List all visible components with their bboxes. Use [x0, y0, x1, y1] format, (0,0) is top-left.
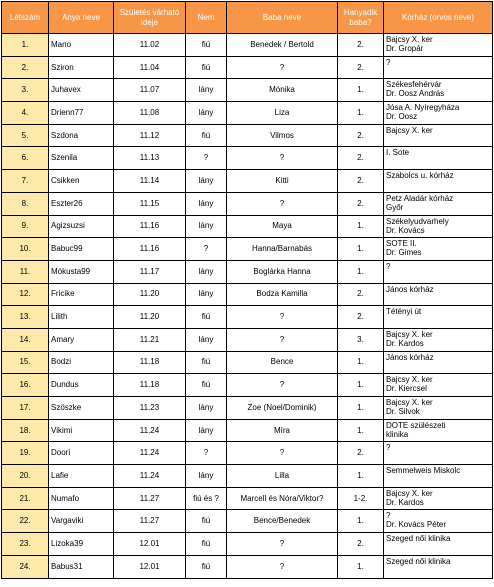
hospital-line: Semmelweis Miskolc: [386, 466, 461, 476]
cell-hospital[interactable]: [384, 465, 493, 488]
cell-baby[interactable]: Zoe (Noel/Dominik): [227, 397, 338, 420]
cell-hospital[interactable]: [384, 238, 493, 261]
cell-hospital[interactable]: [384, 192, 493, 215]
cell-date[interactable]: 11.24: [114, 419, 186, 442]
cell-order[interactable]: 2.: [338, 170, 384, 193]
cell-baby[interactable]: Liza: [227, 102, 338, 125]
hospital-line: Dr. Kardos: [386, 338, 424, 348]
cell-date[interactable]: 12.01: [114, 533, 186, 556]
cell-mother[interactable]: Sziron: [49, 56, 114, 79]
hospital-line: Székelyudvarhely: [386, 216, 449, 226]
cell-order[interactable]: 2.: [338, 147, 384, 170]
cell-num[interactable]: 16.: [2, 374, 49, 397]
cell-gender[interactable]: lány: [186, 328, 227, 351]
hospital-line: klinika: [386, 429, 409, 439]
cell-num[interactable]: 15.: [2, 351, 49, 374]
cell-gender[interactable]: fiú: [186, 34, 227, 57]
cell-gender[interactable]: fiú: [186, 374, 227, 397]
cell-hospital[interactable]: [384, 170, 493, 193]
cell-order[interactable]: 2.: [338, 533, 384, 556]
cell-date[interactable]: 11.18: [114, 374, 186, 397]
cell-baby[interactable]: ?: [227, 147, 338, 170]
cell-date[interactable]: 11.27: [114, 487, 186, 510]
cell-hospital[interactable]: [384, 79, 493, 102]
hospital-line: Szeged női klinika: [386, 534, 451, 544]
cell-hospital[interactable]: [384, 419, 493, 442]
hospital-line: Jósa A. Nyíregyháza: [386, 103, 460, 113]
cell-hospital[interactable]: [384, 306, 493, 329]
cell-num[interactable]: 17.: [2, 397, 49, 420]
cell-baby[interactable]: Bence/Benedek: [227, 510, 338, 533]
cell-date[interactable]: 11.20: [114, 283, 186, 306]
cell-baby[interactable]: Bence: [227, 351, 338, 374]
cell-hospital[interactable]: [384, 34, 493, 57]
cell-hospital[interactable]: [384, 328, 493, 351]
cell-gender[interactable]: fiú: [186, 124, 227, 147]
table-row: [2, 238, 493, 261]
cell-gender[interactable]: lány: [186, 79, 227, 102]
table-row: [2, 533, 493, 556]
cell-date[interactable]: 11.17: [114, 260, 186, 283]
cell-baby[interactable]: Benedek / Bertold: [227, 34, 338, 57]
cell-mother[interactable]: Vargaviki: [49, 510, 114, 533]
hospital-line: Dr. Oosz András: [386, 89, 445, 99]
hospital-line: Szeged női klinika: [386, 556, 451, 566]
cell-date[interactable]: 11.27: [114, 510, 186, 533]
hospital-line: ?: [386, 511, 391, 521]
cell-num[interactable]: 6.: [2, 147, 49, 170]
cell-baby[interactable]: ?: [227, 374, 338, 397]
cell-mother[interactable]: Mókusta99: [49, 260, 114, 283]
hospital-line: Dr. Kovács Péter: [386, 520, 447, 530]
hospital-line: ?: [386, 57, 391, 67]
cell-mother[interactable]: Lilith: [49, 306, 114, 329]
cell-num[interactable]: 12.: [2, 283, 49, 306]
cell-baby[interactable]: ?: [227, 442, 338, 465]
cell-date[interactable]: 11.23: [114, 397, 186, 420]
cell-gender[interactable]: lány: [186, 465, 227, 488]
table-row: [2, 465, 493, 488]
cell-gender[interactable]: lány: [186, 192, 227, 215]
hospital-line: János kórház: [386, 284, 434, 294]
table-row: [2, 374, 493, 397]
cell-num[interactable]: 18.: [2, 419, 49, 442]
cell-baby[interactable]: Hanna/Barnabás: [227, 238, 338, 261]
cell-order[interactable]: 1.: [338, 397, 384, 420]
cell-order[interactable]: 1.: [338, 260, 384, 283]
table-row: [2, 79, 493, 102]
cell-gender[interactable]: fiú: [186, 56, 227, 79]
cell-hospital[interactable]: [384, 56, 493, 79]
cell-date[interactable]: 11.12: [114, 124, 186, 147]
cell-order[interactable]: 2.: [338, 283, 384, 306]
cell-date[interactable]: 11.13: [114, 147, 186, 170]
hospital-line: Szabolcs u. kórház: [386, 171, 454, 181]
cell-hospital[interactable]: [384, 397, 493, 420]
cell-mother[interactable]: Agizsuzsi: [49, 215, 114, 238]
cell-num[interactable]: 1.: [2, 34, 49, 57]
cell-mother[interactable]: Dundus: [49, 374, 114, 397]
cell-date[interactable]: 11.04: [114, 56, 186, 79]
hospital-line: Székesfehérvár: [386, 80, 442, 90]
cell-mother[interactable]: Doori: [49, 442, 114, 465]
cell-order[interactable]: 1.: [338, 419, 384, 442]
table-row: [2, 419, 493, 442]
header-baby[interactable]: Baba neve: [227, 2, 338, 34]
cell-baby[interactable]: Kitti: [227, 170, 338, 193]
table-row: [2, 34, 493, 57]
cell-num[interactable]: 9.: [2, 215, 49, 238]
cell-baby[interactable]: Míra: [227, 419, 338, 442]
cell-mother[interactable]: Babus31: [49, 555, 114, 578]
cell-num[interactable]: 3.: [2, 79, 49, 102]
cell-gender[interactable]: fiú és ?: [186, 487, 227, 510]
cell-mother[interactable]: Lafie: [49, 465, 114, 488]
cell-gender[interactable]: fiú: [186, 555, 227, 578]
hospital-line: Bajcsy X. ker: [386, 375, 433, 385]
cell-num[interactable]: 4.: [2, 102, 49, 125]
cell-date[interactable]: 11.24: [114, 465, 186, 488]
hospital-line: Dr. Kiercsel: [386, 384, 427, 394]
cell-baby[interactable]: Maya: [227, 215, 338, 238]
cell-mother[interactable]: Szenila: [49, 147, 114, 170]
hospital-line: Bajcsy X. ker: [386, 488, 433, 498]
cell-gender[interactable]: ?: [186, 238, 227, 261]
cell-order[interactable]: 1.: [338, 510, 384, 533]
cell-mother[interactable]: Mano: [49, 34, 114, 57]
cell-mother[interactable]: Vikimi: [49, 419, 114, 442]
hospital-line: Bajcsy X. ker: [386, 35, 433, 44]
cell-gender[interactable]: lány: [186, 260, 227, 283]
hospital-line: Dr. Kardos: [386, 497, 424, 507]
cell-mother[interactable]: Szöszke: [49, 397, 114, 420]
cell-order[interactable]: 1.: [338, 555, 384, 578]
table-row: [2, 215, 493, 238]
hospital-line: Dr. Kovács: [386, 225, 425, 235]
cell-date[interactable]: 11.16: [114, 215, 186, 238]
cell-baby[interactable]: Bodza Kamilla: [227, 283, 338, 306]
cell-hospital[interactable]: [384, 124, 493, 147]
header-date[interactable]: Születés várható ideje: [114, 2, 186, 34]
cell-hospital[interactable]: [384, 215, 493, 238]
cell-date[interactable]: 11.18: [114, 351, 186, 374]
table-row: [2, 170, 493, 193]
header-order[interactable]: Hanyadik baba?: [338, 2, 384, 34]
hospital-line: Petz Aladár kórház: [386, 193, 454, 203]
header-gender[interactable]: Nem: [186, 2, 227, 34]
hospital-line: János kórház: [386, 352, 434, 362]
cell-mother[interactable]: Csikken: [49, 170, 114, 193]
cell-gender[interactable]: fiú: [186, 510, 227, 533]
cell-num[interactable]: 8.: [2, 192, 49, 215]
cell-mother[interactable]: Drienn77: [49, 102, 114, 125]
table-row: [2, 328, 493, 351]
cell-gender[interactable]: lány: [186, 397, 227, 420]
table-row: [2, 487, 493, 510]
cell-hospital[interactable]: [384, 260, 493, 283]
cell-baby[interactable]: ?: [227, 533, 338, 556]
cell-date[interactable]: 12.01: [114, 555, 186, 578]
cell-date[interactable]: 11.24: [114, 442, 186, 465]
cell-mother[interactable]: Numafo: [49, 487, 114, 510]
cell-num[interactable]: 14.: [2, 328, 49, 351]
cell-date[interactable]: 11.16: [114, 238, 186, 261]
cell-mother[interactable]: Lizoka39: [49, 533, 114, 556]
table-row: [2, 192, 493, 215]
cell-num[interactable]: 10.: [2, 238, 49, 261]
hospital-line: I. Sote: [386, 148, 410, 158]
cell-num[interactable]: 7.: [2, 170, 49, 193]
hospital-line: Bajcsy X. ker: [386, 125, 433, 135]
hospital-line: DOTE szülészeti: [386, 420, 446, 430]
table-row: [2, 351, 493, 374]
cell-date[interactable]: 11.08: [114, 102, 186, 125]
cell-gender[interactable]: fiú: [186, 533, 227, 556]
cell-hospital[interactable]: [384, 555, 493, 578]
table-row: [2, 102, 493, 125]
table-row: [2, 397, 493, 420]
cell-order[interactable]: 1.: [338, 351, 384, 374]
hospital-line: Dr. Silvok: [386, 407, 420, 416]
cell-baby[interactable]: Vilmos: [227, 124, 338, 147]
hospital-line: ?: [386, 443, 391, 453]
cell-order[interactable]: 1-2.: [338, 487, 384, 510]
cell-mother[interactable]: Babuc99: [49, 238, 114, 261]
hospital-line: ?: [386, 261, 391, 271]
cell-num[interactable]: 22.: [2, 510, 49, 533]
cell-num[interactable]: 11.: [2, 260, 49, 283]
hospital-line: Bajcsy X. ker: [386, 398, 433, 407]
cell-order[interactable]: 3.: [338, 328, 384, 351]
table-row: [2, 260, 493, 283]
cell-order[interactable]: 2.: [338, 34, 384, 57]
cell-order[interactable]: 1.: [338, 465, 384, 488]
table-row: [2, 510, 493, 533]
cell-gender[interactable]: fiú: [186, 351, 227, 374]
cell-hospital[interactable]: [384, 510, 493, 533]
hospital-line: Dr. Oosz: [386, 112, 418, 122]
hospital-line: Dr. Gimes: [386, 248, 422, 258]
cell-hospital[interactable]: [384, 102, 493, 125]
cell-mother[interactable]: Bodzi: [49, 351, 114, 374]
table-row: [2, 147, 493, 170]
cell-num[interactable]: 24.: [2, 555, 49, 578]
cell-gender[interactable]: ?: [186, 147, 227, 170]
hospital-line: Dr. Gropár: [386, 44, 424, 53]
cell-mother[interactable]: Fricike: [49, 283, 114, 306]
cell-baby[interactable]: Mónika: [227, 79, 338, 102]
table-row: [2, 306, 493, 329]
cell-date[interactable]: 11.14: [114, 170, 186, 193]
cell-gender[interactable]: lány: [186, 283, 227, 306]
cell-num[interactable]: 21.: [2, 487, 49, 510]
cell-mother[interactable]: Szdona: [49, 124, 114, 147]
cell-order[interactable]: 2.: [338, 192, 384, 215]
cell-gender[interactable]: fiú: [186, 306, 227, 329]
table-row: [2, 442, 493, 465]
cell-baby[interactable]: ?: [227, 192, 338, 215]
cell-hospital[interactable]: [384, 442, 493, 465]
cell-num[interactable]: 2.: [2, 56, 49, 79]
cell-num[interactable]: 5.: [2, 124, 49, 147]
cell-hospital[interactable]: [384, 533, 493, 556]
cell-hospital[interactable]: [384, 374, 493, 397]
cell-baby[interactable]: ?: [227, 56, 338, 79]
cell-order[interactable]: 1.: [338, 215, 384, 238]
cell-num[interactable]: 20.: [2, 465, 49, 488]
table-row: [2, 283, 493, 306]
cell-order[interactable]: 1.: [338, 374, 384, 397]
cell-order[interactable]: 1.: [338, 102, 384, 125]
cell-num[interactable]: 13.: [2, 306, 49, 329]
table-row: [2, 56, 493, 79]
cell-hospital[interactable]: [384, 351, 493, 374]
cell-hospital[interactable]: [384, 283, 493, 306]
cell-order[interactable]: 1.: [338, 79, 384, 102]
cell-mother[interactable]: Eszter26: [49, 192, 114, 215]
cell-order[interactable]: 1.: [338, 238, 384, 261]
cell-baby[interactable]: Marcell és Nóra/Viktor?: [227, 487, 338, 510]
cell-num[interactable]: 23.: [2, 533, 49, 556]
cell-baby[interactable]: ?: [227, 555, 338, 578]
cell-gender[interactable]: lány: [186, 419, 227, 442]
cell-mother[interactable]: Amary: [49, 328, 114, 351]
hospital-line: Győr: [386, 202, 404, 212]
cell-baby[interactable]: Boglárka Hanna: [227, 260, 338, 283]
cell-gender[interactable]: ?: [186, 442, 227, 465]
cell-hospital[interactable]: [384, 487, 493, 510]
cell-gender[interactable]: lány: [186, 215, 227, 238]
cell-date[interactable]: 11.15: [114, 192, 186, 215]
spreadsheet-table: [1, 1, 493, 579]
hospital-line: Tétényi út: [386, 307, 422, 317]
header-hospital[interactable]: Kórház (orvos neve): [384, 2, 493, 34]
header-mother[interactable]: Anya neve: [49, 2, 114, 34]
hospital-line: SOTE II.: [386, 239, 417, 249]
cell-baby[interactable]: ?: [227, 306, 338, 329]
cell-gender[interactable]: lány: [186, 102, 227, 125]
hospital-line: Bajcsy X. ker: [386, 329, 433, 339]
cell-baby[interactable]: Lilla: [227, 465, 338, 488]
cell-order[interactable]: 2.: [338, 442, 384, 465]
cell-gender[interactable]: lány: [186, 170, 227, 193]
cell-date[interactable]: 11.21: [114, 328, 186, 351]
cell-order[interactable]: 2.: [338, 56, 384, 79]
cell-hospital[interactable]: [384, 147, 493, 170]
cell-order[interactable]: 2.: [338, 124, 384, 147]
header-num[interactable]: Létszám: [2, 2, 49, 34]
cell-date[interactable]: 11.20: [114, 306, 186, 329]
cell-date[interactable]: 11.02: [114, 34, 186, 57]
table-row: [2, 555, 493, 578]
cell-mother[interactable]: Juhavex: [49, 79, 114, 102]
cell-date[interactable]: 11.07: [114, 79, 186, 102]
cell-order[interactable]: 2.: [338, 306, 384, 329]
cell-num[interactable]: 19.: [2, 442, 49, 465]
cell-baby[interactable]: ?: [227, 328, 338, 351]
header-row: [2, 2, 493, 34]
table-row: [2, 124, 493, 147]
